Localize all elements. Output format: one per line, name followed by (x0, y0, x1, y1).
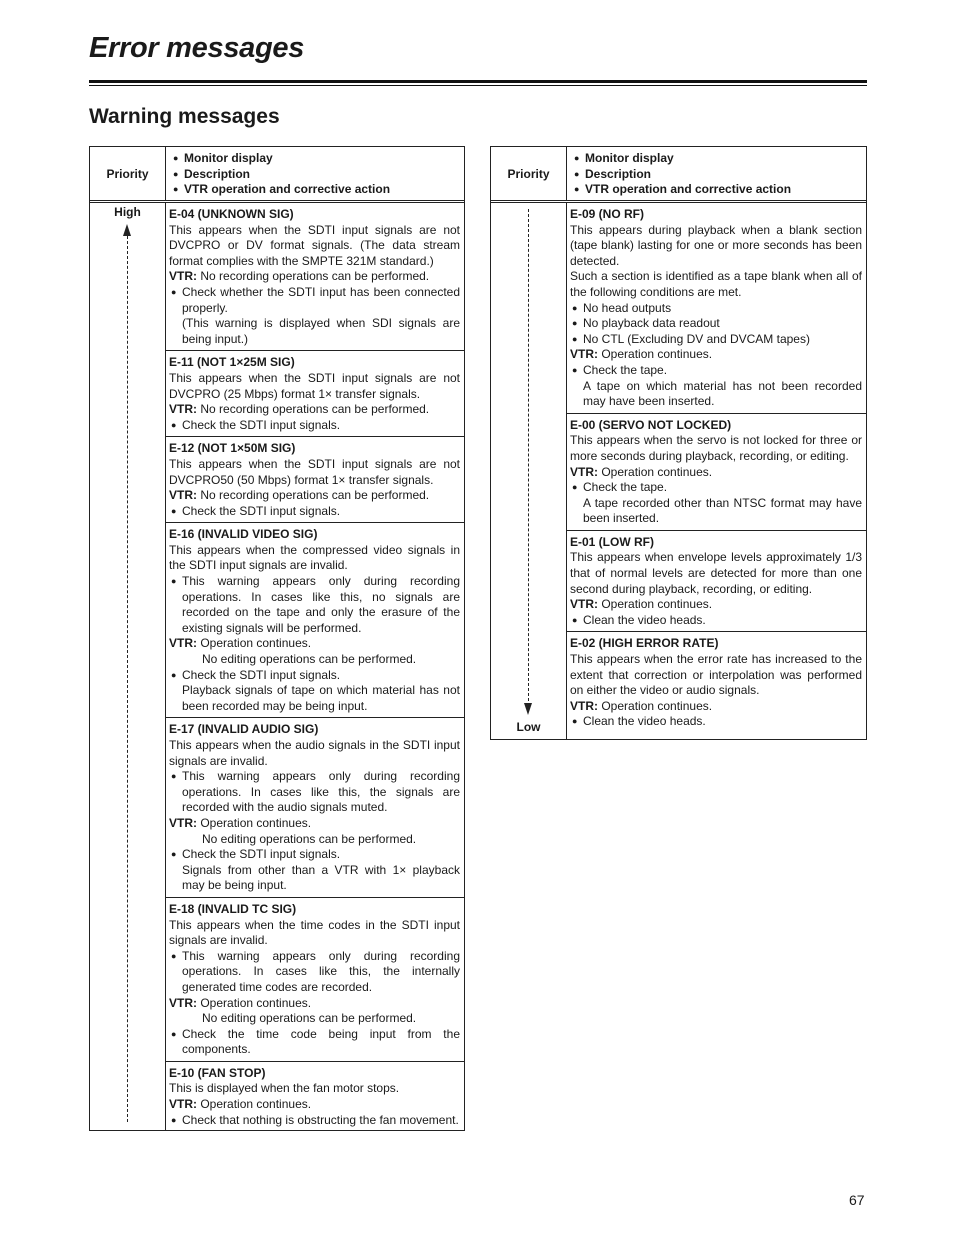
header-item-vtr-operation: ● VTR operation and corrective action (572, 182, 866, 198)
priority-column (491, 203, 566, 739)
header-item-vtr-operation: ● VTR operation and corrective action (171, 182, 464, 198)
vtr-text: Operation continues. (601, 597, 713, 612)
vtr-text: Operation continues. (200, 815, 312, 830)
warning-table-right (490, 146, 867, 740)
vtr-extra: No editing operations can be performed. (202, 1011, 417, 1026)
entry-e01 (567, 531, 866, 633)
condition-item: ● No playback data readout (570, 316, 862, 332)
vtr-label: VTR: (169, 636, 197, 651)
vtr-label: VTR: (169, 995, 197, 1010)
priority-low-label: Low (516, 720, 541, 734)
vtr-text: Operation continues. (601, 464, 713, 479)
condition-item: ● No head outputs (570, 301, 862, 317)
vtr-operation (169, 636, 460, 652)
warning-note: ● This warning appears only during recording operations. In cases like this, the signals are recorded with the audio signals muted. (169, 769, 460, 816)
entry-e09 (567, 203, 866, 414)
vtr-extra: No editing operations can be performed. (202, 831, 417, 846)
vtr-operation (570, 465, 862, 481)
error-description: This appears when the audio signals in the SDTI input signals are invalid. (169, 738, 460, 768)
vtr-operation (169, 402, 460, 418)
entry-e10 (166, 1062, 464, 1131)
vtr-label: VTR: (169, 488, 197, 503)
vtr-label: VTR: (169, 269, 197, 284)
error-description: This appears when the SDTI input signals are not DVCPRO or DV format signals. (The data stream format complies with the SMPTE 321M standard.) (169, 222, 460, 268)
vtr-text: No recording operations can be performed. (200, 269, 430, 284)
vtr-extra: No editing operations can be performed. (202, 652, 417, 667)
vtr-text: Operation continues. (200, 995, 312, 1010)
error-description: This appears when envelope levels approximately 1/3 that of normal levels are detected for more than one second during playback, recording, or editing. (570, 550, 862, 596)
error-description: This appears when the SDTI input signals are not DVCPRO (25 Mbps) format 1× transfer signals. (169, 370, 460, 401)
title-rule-thin (89, 85, 867, 86)
title-rule (89, 80, 867, 83)
condition-item: ● No CTL (Excluding DV and DVCAM tapes) (570, 332, 862, 348)
error-description: This appears when the error rate has increased to the extent that correction or interpolation was performed on either the video or audio signals. (570, 652, 862, 698)
vtr-operation (169, 269, 460, 285)
action-note: Signals from other than a VTR with 1× playback may be being input. (182, 862, 460, 893)
vtr-operation (169, 1097, 460, 1113)
action-note: A tape recorded other than NTSC format may have been inserted. (583, 495, 862, 526)
page-title: Error messages (89, 32, 305, 64)
error-code: E-01 (LOW RF) (570, 534, 654, 549)
action-note: A tape on which material has not been recorded may have been inserted. (583, 378, 862, 409)
entry-e17 (166, 718, 464, 898)
table-header (90, 147, 464, 203)
corrective-action: ● Check the tape. (570, 480, 862, 496)
corrective-action: ● Check the SDTI input signals. (169, 668, 460, 684)
corrective-action: ● Check the SDTI input signals. (169, 504, 460, 520)
error-code: E-12 (NOT 1×50M SIG) (169, 441, 296, 456)
vtr-operation (570, 347, 862, 363)
entry-e02 (567, 632, 866, 733)
error-code: E-18 (INVALID TC SIG) (169, 901, 297, 916)
entry-e12 (166, 437, 464, 523)
error-code: E-11 (NOT 1×25M SIG) (169, 355, 295, 370)
warning-note: ● This warning appears only during recording operations. In cases like this, no signals are recorded on the tape and only the erasure of the existing signals will be performed. (169, 574, 460, 636)
corrective-action: ● Check the SDTI input signals. (169, 418, 460, 434)
vtr-operation (570, 699, 862, 715)
entry-e00 (567, 414, 866, 531)
warning-table-left (89, 146, 465, 1131)
vtr-text: Operation continues. (601, 698, 713, 713)
error-description-2: Such a section is identified as a tape blank when all of the following conditions are met. (570, 269, 862, 299)
error-description: This appears during playback when a blank section (tape blank) lasting for one or more seconds has been detected. (570, 222, 862, 268)
corrective-action: ● Check the time code being input from the components. (169, 1027, 460, 1058)
header-item-description: ● Description (171, 167, 464, 183)
entries-right (567, 203, 866, 739)
entry-e18 (166, 898, 464, 1062)
vtr-label: VTR: (570, 597, 598, 612)
error-code: E-02 (HIGH ERROR RATE) (570, 636, 719, 651)
error-code: E-04 (UNKNOWN SIG) (169, 207, 294, 221)
error-code: E-10 (FAN STOP) (169, 1065, 266, 1080)
error-code: E-17 (INVALID AUDIO SIG) (169, 722, 319, 737)
section-heading: Warning messages (89, 105, 280, 128)
entry-e04 (166, 203, 464, 351)
header-item-monitor-display: ● Monitor display (171, 151, 464, 167)
priority-header: Priority (106, 166, 149, 181)
error-description: This appears when the compressed video signals in the SDTI input signals are invalid. (169, 542, 460, 573)
warning-note: ● This warning appears only during recording operations. In cases like this, the internally generated time codes are recorded. (169, 949, 460, 996)
corrective-action: ● Check that nothing is obstructing the fan movement. (169, 1113, 460, 1129)
priority-header: Priority (507, 166, 550, 181)
header-items (566, 147, 866, 200)
page-number: 67 (849, 1192, 865, 1208)
priority-column (90, 203, 165, 1130)
table-header (491, 147, 866, 203)
arrow-up-icon (123, 224, 131, 236)
vtr-label: VTR: (570, 464, 598, 479)
vtr-label: VTR: (570, 698, 598, 713)
priority-dashed-line (528, 209, 529, 701)
vtr-operation (169, 488, 460, 504)
corrective-action: ● Check whether the SDTI input has been connected properly. (169, 285, 460, 316)
header-item-description: ● Description (572, 167, 866, 183)
action-note: (This warning is displayed when SDI signals are being input.) (182, 316, 460, 346)
vtr-label: VTR: (169, 402, 197, 417)
error-description: This appears when the time codes in the SDTI input signals are invalid. (169, 917, 460, 948)
priority-high-label: High (114, 205, 141, 219)
error-description: This appears when the servo is not locked for three or more seconds during playback, recording, or editing. (570, 433, 862, 463)
vtr-label: VTR: (570, 347, 598, 362)
vtr-label: VTR: (169, 1097, 197, 1112)
vtr-label: VTR: (169, 815, 197, 830)
corrective-action: ● Clean the video heads. (570, 613, 862, 629)
error-description: This is displayed when the fan motor stops. (169, 1081, 400, 1096)
priority-dashed-line (127, 236, 128, 1122)
vtr-text: No recording operations can be performed. (200, 402, 430, 417)
entry-e16 (166, 523, 464, 718)
error-description: This appears when the SDTI input signals are not DVCPRO50 (50 Mbps) format 1× transfer signals. (169, 456, 460, 487)
header-item-monitor-display: ● Monitor display (572, 151, 866, 167)
error-code: E-16 (INVALID VIDEO SIG) (169, 527, 318, 542)
action-note: Playback signals of tape on which material has not been recorded may be being input. (182, 683, 460, 713)
header-items (165, 147, 464, 200)
vtr-text: No recording operations can be performed. (200, 488, 430, 503)
vtr-operation (169, 996, 460, 1012)
arrow-down-icon (524, 703, 532, 715)
vtr-text: Operation continues. (200, 636, 312, 651)
corrective-action: ● Check the SDTI input signals. (169, 847, 460, 863)
entries-left (166, 203, 464, 1130)
vtr-text: Operation continues. (601, 347, 713, 362)
vtr-operation (570, 597, 862, 613)
corrective-action: ● Clean the video heads. (570, 714, 862, 730)
error-code: E-00 (SERVO NOT LOCKED) (570, 417, 732, 432)
error-code: E-09 (NO RF) (570, 207, 645, 221)
entry-e11 (166, 351, 464, 437)
corrective-action: ● Check the tape. (570, 363, 862, 379)
vtr-text: Operation continues. (200, 1097, 312, 1112)
vtr-operation (169, 816, 460, 832)
